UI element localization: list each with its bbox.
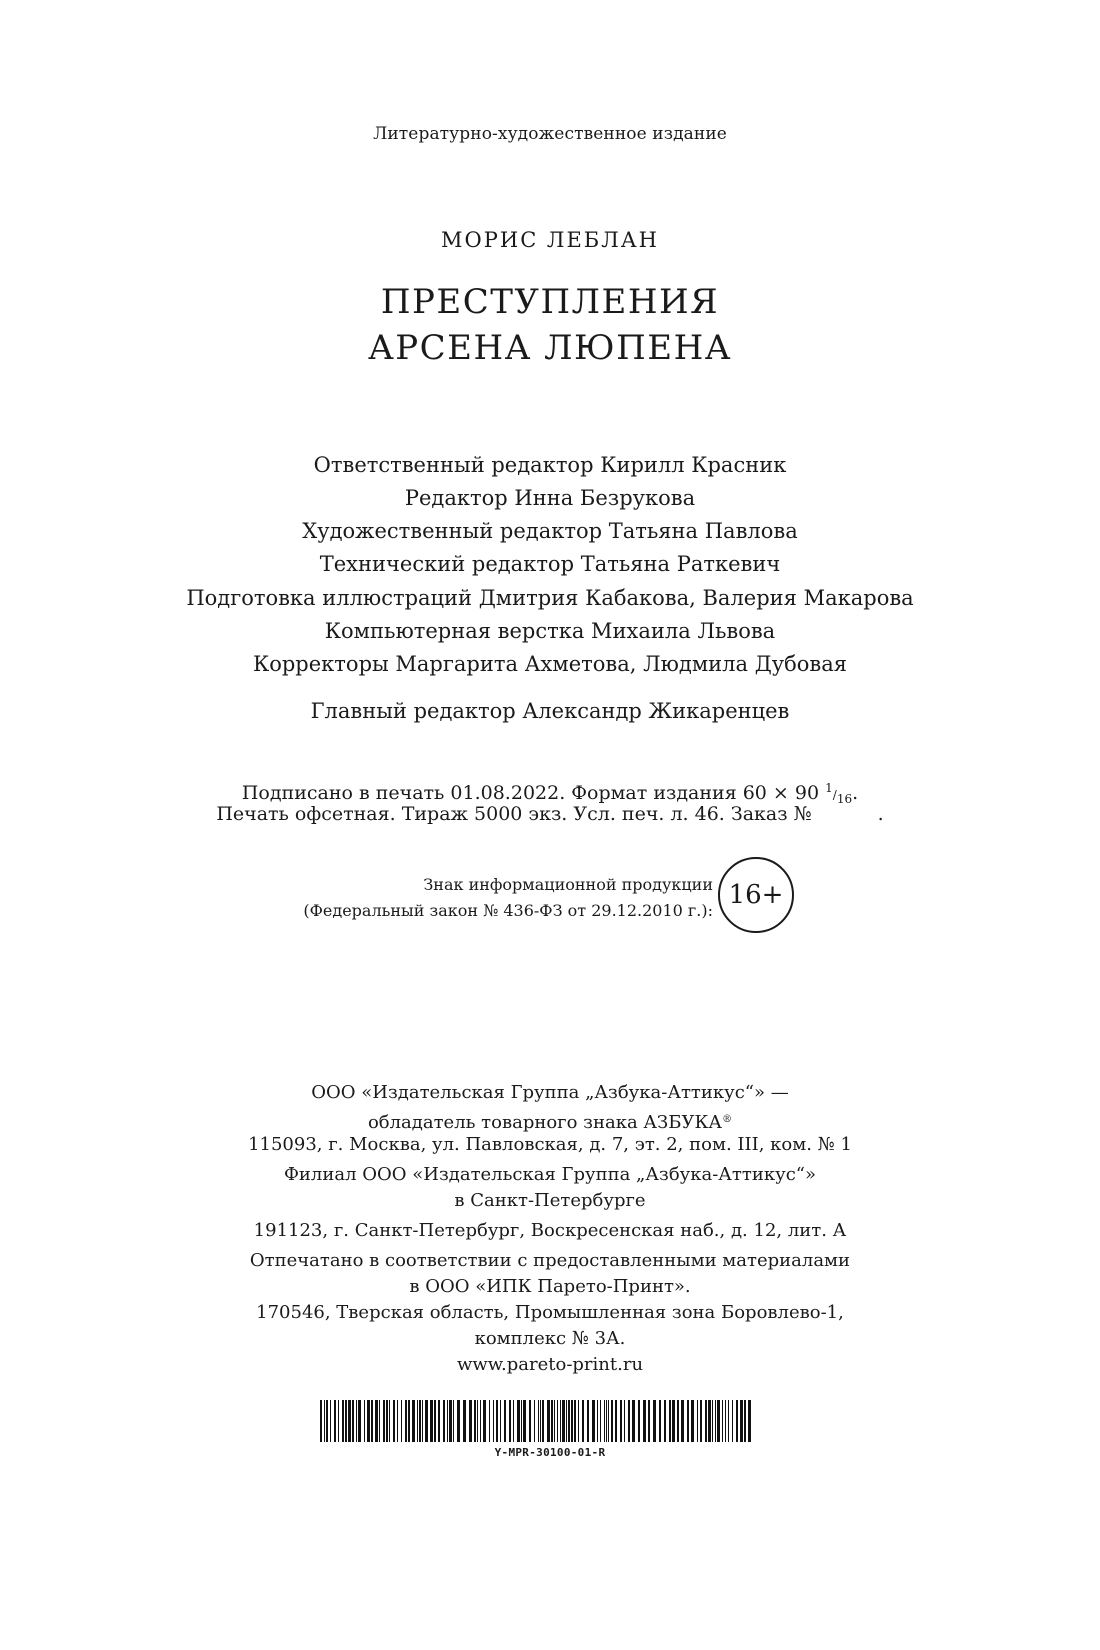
- barcode-bar: [562, 1400, 565, 1442]
- barcode-bar: [722, 1400, 723, 1442]
- barcode-image: [320, 1400, 752, 1442]
- format-fraction-denominator: 16: [836, 792, 853, 806]
- barcode-bar: [521, 1400, 522, 1442]
- barcode-bar: [447, 1400, 448, 1442]
- publisher-line: в ООО «ИПК Парето-Принт».: [409, 1276, 691, 1297]
- barcode-bar: [547, 1400, 550, 1442]
- barcode-bar: [587, 1400, 589, 1442]
- barcode-bar: [632, 1400, 635, 1442]
- rating-label-line-2: (Федеральный закон № 436-ФЗ от 29.12.2010 г.):: [303, 901, 713, 920]
- print-info-text: Подписано в печать 01.08.2022. Формат издания 60 × 90: [241, 782, 826, 804]
- barcode-bar: [469, 1400, 472, 1442]
- barcode-bar: [628, 1400, 630, 1442]
- publisher-line: [0, 1108, 1100, 1135]
- publisher-website: www.pareto-print.ru: [456, 1354, 644, 1375]
- edition-type: Литературно-художественное издание: [373, 124, 727, 144]
- barcode-bar: [352, 1400, 354, 1442]
- credit-line: Компьютерная верстка Михаила Львова: [324, 619, 776, 643]
- barcode-bar: [659, 1400, 661, 1442]
- barcode-bar: [326, 1400, 328, 1442]
- barcode-bar: [672, 1400, 675, 1442]
- barcode-bar: [597, 1400, 598, 1442]
- barcode-bar: [425, 1400, 428, 1442]
- barcode-bar: [449, 1400, 452, 1442]
- publisher-line: 115093, г. Москва, ул. Павловская, д. 7, эт. 2, пом. III, ком. № 1: [248, 1134, 852, 1155]
- publisher-line: в Санкт-Петербурге: [454, 1190, 646, 1211]
- book-title-line-1: ПРЕСТУПЛЕНИЯ: [380, 282, 720, 322]
- barcode-bar: [700, 1400, 702, 1442]
- barcode-bar: [624, 1400, 625, 1442]
- barcode-bar: [480, 1400, 481, 1442]
- barcode-bar: [513, 1400, 514, 1442]
- barcode-bar: [419, 1400, 421, 1442]
- barcode-bar: [669, 1400, 671, 1442]
- credit-line: Редактор Инна Безрукова: [404, 486, 696, 510]
- barcode-bar: [740, 1400, 743, 1442]
- barcode-bar: [557, 1400, 558, 1442]
- barcode-bar: [732, 1400, 733, 1442]
- print-info-line-2: [0, 802, 1100, 826]
- barcode-bar: [375, 1400, 378, 1442]
- barcode-bar: [582, 1400, 584, 1442]
- barcode-bar: [483, 1400, 486, 1442]
- barcode-bar: [653, 1400, 656, 1442]
- barcode-bar: [430, 1400, 433, 1442]
- barcode-bar: [687, 1400, 689, 1442]
- barcode-bar: [691, 1400, 694, 1442]
- barcode-bar: [728, 1400, 729, 1442]
- barcode-bar: [697, 1400, 698, 1442]
- format-fraction-numerator: 1: [825, 781, 833, 795]
- barcode-bar: [401, 1400, 402, 1442]
- barcode-code: Y-MPR-30100-01-R: [494, 1446, 606, 1459]
- barcode-bar: [592, 1400, 595, 1442]
- barcode-bar: [554, 1400, 555, 1442]
- barcode-bar: [643, 1400, 646, 1442]
- barcode-bar: [551, 1400, 553, 1442]
- barcode-bar: [338, 1400, 339, 1442]
- barcode-bar: [681, 1400, 684, 1442]
- barcode-bar: [611, 1400, 613, 1442]
- barcode-bar: [705, 1400, 707, 1442]
- barcode-bar: [608, 1400, 609, 1442]
- publisher-line: ООО «Издательская Группа „Азбука-Аттикус“» —: [311, 1082, 789, 1103]
- barcode-bar: [604, 1400, 605, 1442]
- credit-line: Корректоры Маргарита Ахметова, Людмила Дубовая: [252, 652, 848, 676]
- age-rating-badge: [718, 857, 794, 933]
- barcode-bar: [397, 1400, 398, 1442]
- barcode-bar: [540, 1400, 541, 1442]
- book-title-line-2: АРСЕНА ЛЮПЕНА: [368, 328, 732, 368]
- credit-line: Ответственный редактор Кирилл Красник: [313, 453, 787, 477]
- barcode-bar: [748, 1400, 751, 1442]
- barcode-bar: [489, 1400, 490, 1442]
- barcode-bar: [367, 1400, 370, 1442]
- barcode-bar: [560, 1400, 561, 1442]
- barcode-bar: [438, 1400, 440, 1442]
- author-name: МОРИС ЛЕБЛАН: [441, 228, 659, 252]
- print-info-end: .: [852, 782, 859, 804]
- barcode-bar: [356, 1400, 357, 1442]
- barcode-bar: [477, 1400, 478, 1442]
- rating-label-line-1: Знак информационной продукции: [423, 875, 713, 894]
- barcode-bar: [542, 1400, 544, 1442]
- barcode-bar: [529, 1400, 531, 1442]
- barcode-bar: [358, 1400, 361, 1442]
- barcode-bar: [736, 1400, 738, 1442]
- barcode-bar: [320, 1400, 322, 1442]
- credit-line: Технический редактор Татьяна Раткевич: [319, 552, 781, 576]
- barcode-bar: [517, 1400, 520, 1442]
- barcode-bar: [648, 1400, 650, 1442]
- barcode-bar: [443, 1400, 445, 1442]
- barcode-bar: [620, 1400, 622, 1442]
- publisher-line: комплекс № 3А.: [474, 1328, 626, 1349]
- barcode-bar: [538, 1400, 539, 1442]
- barcode-bar: [615, 1400, 617, 1442]
- credit-line: Подготовка иллюстраций Дмитрия Кабакова, Валерия Макарова: [186, 586, 914, 610]
- barcode-bar: [324, 1400, 325, 1442]
- credit-line: Художественный редактор Татьяна Павлова: [302, 519, 798, 543]
- publisher-line: Филиал ООО «Издательская Группа „Азбука-Аттикус“»: [283, 1164, 816, 1185]
- barcode-bar: [571, 1400, 573, 1442]
- barcode-bar: [568, 1400, 570, 1442]
- barcode-bar: [638, 1400, 640, 1442]
- publisher-trademark-text: обладатель товарного знака АЗБУКА: [367, 1112, 723, 1133]
- barcode-bar: [393, 1400, 395, 1442]
- barcode-bar: [371, 1400, 373, 1442]
- print-info-end: .: [877, 803, 884, 825]
- barcode-bar: [417, 1400, 418, 1442]
- barcode-bar: [677, 1400, 679, 1442]
- barcode-bar: [330, 1400, 331, 1442]
- barcode-bar: [509, 1400, 511, 1442]
- barcode-bar: [383, 1400, 385, 1442]
- barcode-bar: [457, 1400, 460, 1442]
- barcode-bar: [379, 1400, 380, 1442]
- age-rating-value: 16+: [728, 880, 784, 910]
- barcode-bar: [434, 1400, 436, 1442]
- barcode-bar: [664, 1400, 666, 1442]
- barcode-bar: [345, 1400, 347, 1442]
- barcode-bar: [386, 1400, 388, 1442]
- barcode-bar: [504, 1400, 506, 1442]
- barcode-bar: [600, 1400, 601, 1442]
- barcode-bar: [463, 1400, 466, 1442]
- barcode-bar: [725, 1400, 726, 1442]
- barcode-bar: [500, 1400, 501, 1442]
- barcode-bar: [712, 1400, 713, 1442]
- barcode-bar: [334, 1400, 336, 1442]
- barcode-bar: [744, 1400, 746, 1442]
- barcode-bar: [412, 1400, 415, 1442]
- barcode-bar: [348, 1400, 351, 1442]
- fraction-slash: /: [832, 788, 837, 802]
- barcode-bar: [708, 1400, 711, 1442]
- barcode-bar: [364, 1400, 365, 1442]
- barcode-bar: [422, 1400, 423, 1442]
- publisher-line: Отпечатано в соответствии с предоставленными материалами: [249, 1250, 851, 1271]
- print-info-text: Печать офсетная. Тираж 5000 экз. Усл. печ. л. 46. Заказ №: [216, 803, 812, 825]
- barcode-bar: [389, 1400, 390, 1442]
- barcode-bar: [717, 1400, 720, 1442]
- barcode-bar: [715, 1400, 716, 1442]
- barcode-bar: [493, 1400, 494, 1442]
- publisher-line: 191123, г. Санкт-Петербург, Воскресенская наб., д. 12, лит. А: [253, 1220, 847, 1241]
- registered-mark: ®: [722, 1114, 733, 1125]
- barcode-bar: [408, 1400, 410, 1442]
- publisher-line: 170546, Тверская область, Промышленная зона Боровлево-1,: [256, 1302, 844, 1323]
- barcode-bar: [496, 1400, 498, 1442]
- barcode-bar: [574, 1400, 576, 1442]
- chief-editor: Главный редактор Александр Жикаренцев: [310, 699, 790, 723]
- barcode-bar: [474, 1400, 476, 1442]
- barcode-bar: [606, 1400, 607, 1442]
- barcode-bar: [405, 1400, 407, 1442]
- barcode-bar: [566, 1400, 567, 1442]
- barcode-bar: [453, 1400, 454, 1442]
- barcode-bar: [342, 1400, 344, 1442]
- barcode-bar: [578, 1400, 579, 1442]
- barcode-bar: [523, 1400, 526, 1442]
- barcode-bar: [534, 1400, 535, 1442]
